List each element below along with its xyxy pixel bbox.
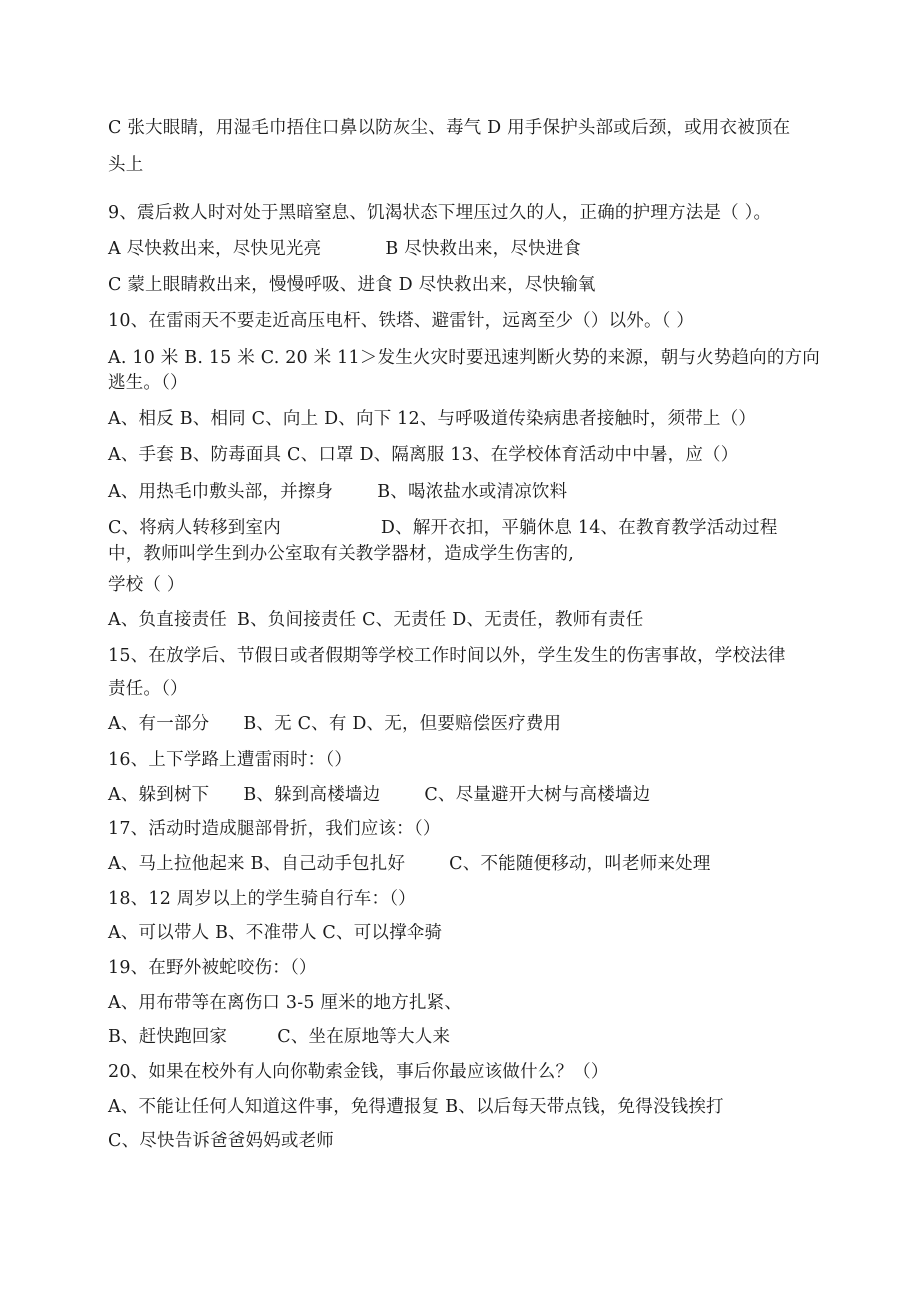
question-13-options-cd: [108, 517, 778, 539]
question-20: 20、如果在校外有人向你勒索金钱，事后你最应该做什么？（）: [108, 1062, 609, 1082]
option-line: 头上: [108, 155, 144, 175]
question-20-options-ab: A、不能让任何人知道这件事，免得遭报复 B、以后每天带点钱，免得没钱挨打: [108, 1097, 724, 1117]
question-9-options-ab: [108, 238, 581, 260]
question-19-option-a: A、用布带等在离伤口 3-5 厘米的地方扎紧、: [108, 993, 463, 1013]
question-16: 16、上下学路上遭雷雨时：（）: [108, 750, 353, 770]
question-9-options-cd: C 蒙上眼睛救出来，慢慢呼吸、进食 D 尽快救出来，尽快输氧: [108, 275, 596, 295]
option-b: B、喝浓盐水或清凉饮料: [377, 482, 568, 502]
question-14-options: [108, 609, 643, 631]
question-16-options: [108, 784, 650, 806]
question-11-options: A、相反 B、相同 C、向上 D、向下 12、与呼吸道传染病患者接触时，须带上（）: [108, 409, 757, 429]
question-20-option-c: C、尽快告诉爸爸妈妈或老师: [108, 1131, 334, 1151]
option-line: C 张大眼睛，用湿毛巾捂住口鼻以防灰尘、毒气 D 用手保护头部或后颈，或用衣被顶在: [108, 118, 791, 138]
question-9: 9、震后救人时对处于黑暗窒息、饥渴状态下埋压过久的人，正确的护理方法是（ ）。: [108, 203, 772, 223]
question-19: 19、在野外被蛇咬伤：（）: [108, 958, 317, 978]
question-18-options: A、可以带人 B、不准带人 C、可以撑伞骑: [108, 923, 443, 943]
option-c: C、尽量避开大树与高楼墙边: [424, 785, 651, 805]
option-bcd: B、负间接责任 C、无责任 D、无责任，教师有责任: [237, 610, 644, 630]
option-ab: A、马上拉他起来 B、自己动手包扎好: [108, 854, 406, 874]
question-19-options-bc: [108, 1026, 450, 1048]
option-a: A、躲到树下: [108, 785, 210, 805]
question-10: 10、在雷雨天不要走近高压电杆、铁塔、避雷针，远离至少（）以外。（ ）: [108, 311, 695, 331]
question-17: 17、活动时造成腿部骨折，我们应该：（）: [108, 819, 441, 839]
option-c: C、将病人转移到室内: [108, 518, 281, 538]
question-12-options: A、手套 B、防毒面具 C、口罩 D、隔离服 13、在学校体育活动中中暑，应（）: [108, 445, 739, 465]
question-15: 15、在放学后、节假日或者假期等学校工作时间以外，学生发生的伤害事故，学校法律: [108, 646, 786, 666]
option-bcd: B、无 C、有 D、无，但要赔偿医疗费用: [243, 714, 562, 734]
question-15-continued: 责任。（）: [108, 679, 188, 699]
question-10-options: A. 10 米 B. 15 米 C. 20 米 11＞发生火灾时要迅速判断火势的来源，朝与火势趋向的方向: [108, 348, 820, 368]
question-18: 18、12 周岁以上的学生骑自行车：（）: [108, 889, 416, 909]
question-14-continued: 学校（ ）: [108, 575, 185, 595]
option-c: C、不能随便移动，叫老师来处理: [449, 854, 711, 874]
option-b: B 尽快救出来，尽快进食: [385, 239, 582, 259]
option-b: B、赶快跑回家: [108, 1027, 228, 1047]
option-b: B、躲到高楼墙边: [243, 785, 381, 805]
question-11-continued: 逃生。（）: [108, 373, 188, 393]
question-17-options: [108, 853, 711, 875]
question-13-options-ab: [108, 481, 567, 503]
option-c: C、坐在原地等大人来: [277, 1027, 451, 1047]
option-a: A、有一部分: [108, 714, 210, 734]
question-14-continued: 中，教师叫学生到办公室取有关教学器材，造成学生伤害的,: [108, 544, 574, 564]
option-d: D、解开衣扣，平躺休息 14、在教育教学活动过程: [380, 518, 778, 538]
option-a: A 尽快救出来，尽快见光亮: [108, 239, 322, 259]
option-a: A、用热毛巾敷头部，并擦身: [108, 482, 334, 502]
option-a: A、负直接责任: [108, 610, 228, 630]
question-15-options: [108, 713, 561, 735]
